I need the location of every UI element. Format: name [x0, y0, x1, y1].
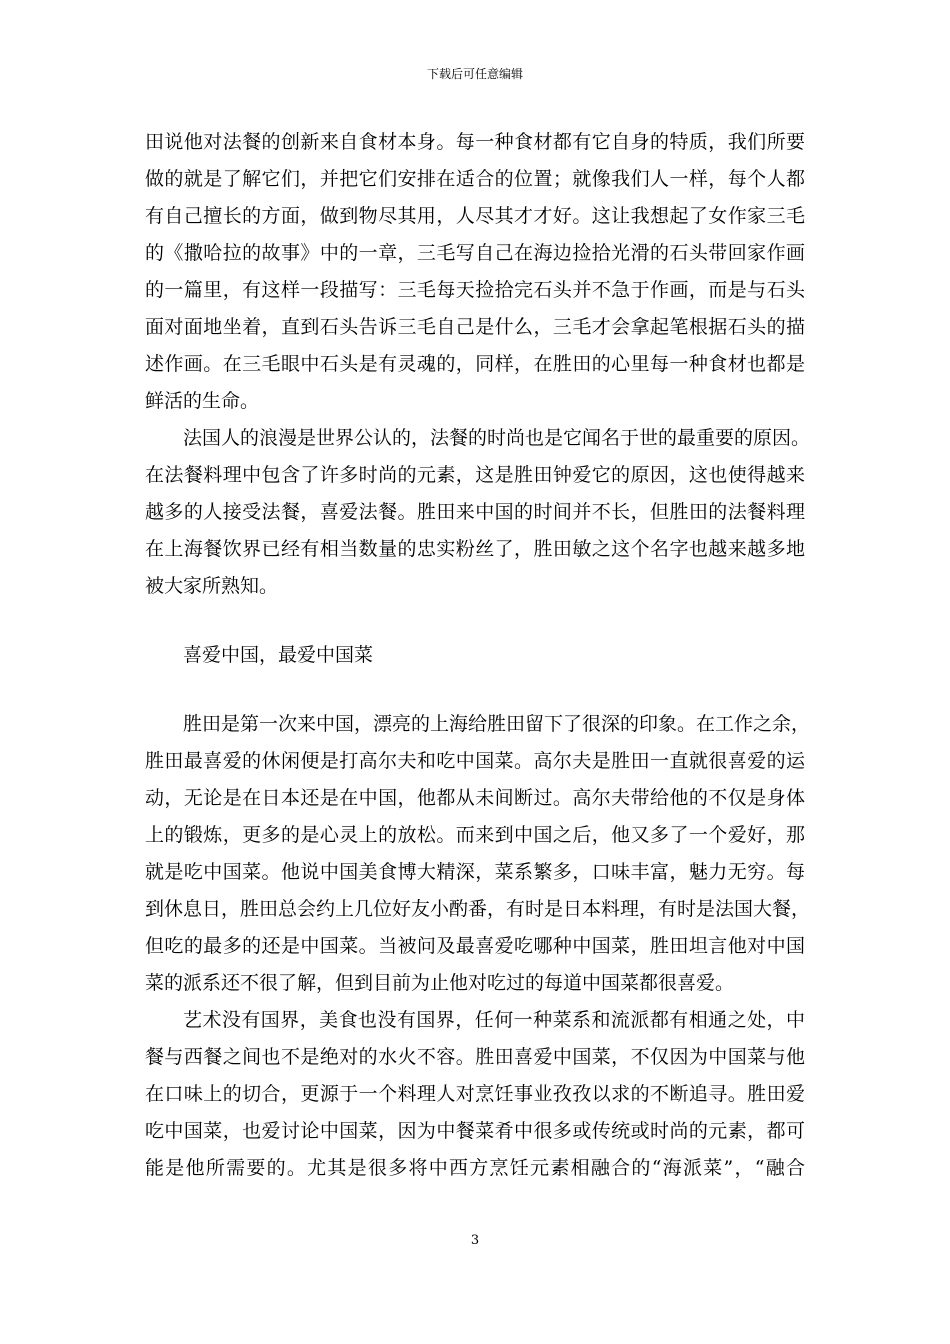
- text-line: 的一篇里，有这样一段描写：三毛每天捡拾完石头并不急于作画，而是与石头: [145, 279, 805, 301]
- text-line: 吃中国菜，也爱讨论中国菜，因为中餐菜肴中很多或传统或时尚的元素，都可: [145, 1120, 805, 1142]
- text-line: 能是他所需要的。尤其是很多将中西方烹饪元素相融合的“海派菜”，“融合: [145, 1157, 805, 1179]
- text-line: 述作画。在三毛眼中石头是有灵魂的，同样，在胜田的心里每一种食材也都是: [145, 353, 805, 375]
- blank-line: [145, 674, 805, 706]
- paragraph-4: [145, 1002, 805, 1187]
- page-number: 3: [470, 1233, 480, 1248]
- text-line: 在口味上的切合，更源于一个料理人对烹饪事业孜孜以求的不断追寻。胜田爱: [145, 1083, 805, 1105]
- text-line: 被大家所熟知。: [145, 575, 279, 597]
- section-heading-text: 喜爱中国，最爱中国菜: [183, 644, 374, 666]
- section-heading: [145, 637, 805, 674]
- text-line: 胜田是第一次来中国，漂亮的上海给胜田留下了很深的印象。在工作之余，: [183, 713, 811, 735]
- text-line: 动，无论是在日本还是在中国，他都从未间断过。高尔夫带给他的不仅是身体: [145, 787, 805, 809]
- text-line: 上的锻炼，更多的是心灵上的放松。而来到中国之后，他又多了一个爱好，那: [145, 824, 805, 846]
- text-line: 做的就是了解它们，并把它们安排在适合的位置；就像我们人一样，每个人都: [145, 168, 805, 190]
- document-body: [145, 124, 811, 1187]
- text-line: 有自己擅长的方面，做到物尽其用，人尽其才才好。这让我想起了女作家三毛: [145, 205, 805, 227]
- text-line: 但吃的最多的还是中国菜。当被问及最喜爱吃哪种中国菜，胜田坦言他对中国: [145, 935, 805, 957]
- text-line: 到休息日，胜田总会约上几位好友小酌番，有时是日本料理，有时是法国大餐，: [145, 898, 811, 920]
- text-line: 在上海餐饮界已经有相当数量的忠实粉丝了，胜田敏之这个名字也越来越多地: [145, 538, 805, 560]
- text-line: 法国人的浪漫是世界公认的，法餐的时尚也是它闻名于世的最重要的原因。: [183, 427, 811, 449]
- blank-line: [145, 605, 805, 637]
- text-line: 菜的派系还不很了解，但到目前为止他对吃过的每道中国菜都很喜爱。: [145, 972, 735, 994]
- page-header-note: 下载后可任意编辑: [426, 67, 523, 81]
- text-line: 的《撒哈拉的故事》中的一章，三毛写自己在海边捡拾光滑的石头带回家作画: [145, 242, 805, 264]
- text-line: 田说他对法餐的创新来自食材本身。每一种食材都有它自身的特质，我们所要: [145, 131, 805, 153]
- text-line: 在法餐料理中包含了许多时尚的元素，这是胜田钟爱它的原因，这也使得越来: [145, 464, 805, 486]
- paragraph-1: [145, 124, 805, 420]
- text-line: 面对面地坐着，直到石头告诉三毛自己是什么，三毛才会拿起笔根据石头的描: [145, 316, 805, 338]
- text-line: 胜田最喜爱的休闲便是打高尔夫和吃中国菜。高尔夫是胜田一直就很喜爱的运: [145, 750, 805, 772]
- text-line: 艺术没有国界，美食也没有国界，任何一种菜系和流派都有相通之处，中: [183, 1009, 805, 1031]
- text-line: 就是吃中国菜。他说中国美食博大精深，菜系繁多，口味丰富，魅力无穷。每: [145, 861, 805, 883]
- paragraph-3: [145, 706, 811, 1002]
- paragraph-2: [145, 420, 811, 605]
- text-line: 越多的人接受法餐，喜爱法餐。胜田来中国的时间并不长，但胜田的法餐料理: [145, 501, 805, 523]
- text-line: 鲜活的生命。: [145, 390, 260, 412]
- text-line: 餐与西餐之间也不是绝对的水火不容。胜田喜爱中国菜，不仅因为中国菜与他: [145, 1046, 805, 1068]
